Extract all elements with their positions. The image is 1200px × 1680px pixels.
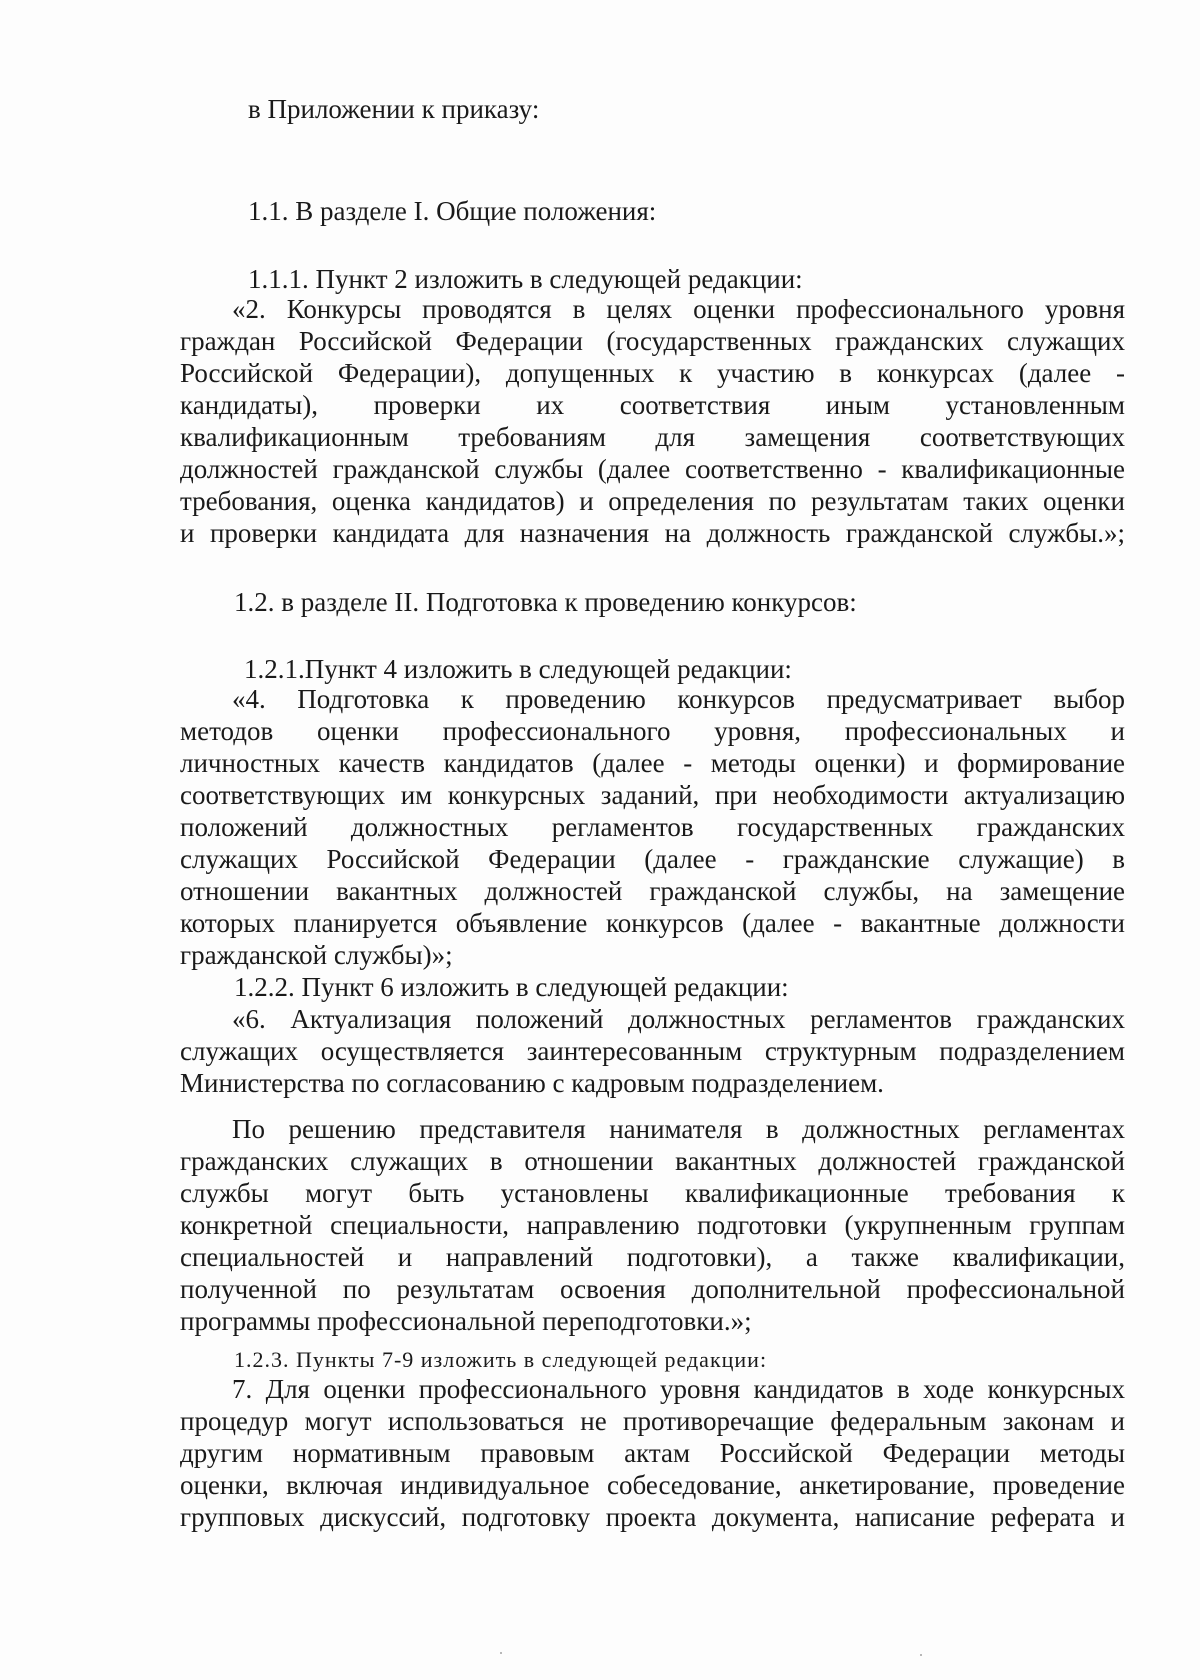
paragraph-4-line: которых планируется объявление конкурсов (далее - вакантные должности (180, 908, 1125, 938)
section-1-2-heading: 1.2. в разделе II. Подготовка к проведению конкурсов: (234, 587, 857, 617)
paragraph-6b-line: По решению представителя нанимателя в должностных регламентах (232, 1114, 1125, 1144)
paragraph-2-line: и проверки кандидата для назначения на должность гражданской службы.»; (180, 518, 1125, 548)
paragraph-4-line: гражданской службы)»; (180, 940, 453, 970)
paragraph-6b-line: специальностей и направлений подготовки), а также квалификации, (180, 1242, 1125, 1272)
section-1-1-heading: 1.1. В разделе I. Общие положения: (248, 196, 657, 226)
paragraph-6-line: служащих осуществляется заинтересованным структурным подразделением (180, 1036, 1125, 1066)
paragraph-6b-line: службы могут быть установлены квалификационные требования к (180, 1178, 1125, 1208)
paragraph-2-line: Российской Федерации), допущенных к участию в конкурсах (далее - (180, 358, 1125, 388)
paragraph-6b-line: гражданских служащих в отношении вакантных должностей гражданской (180, 1146, 1125, 1176)
paragraph-7-line: процедур могут использоваться не противоречащие федеральным законам и (180, 1406, 1125, 1436)
paragraph-4-line: служащих Российской Федерации (далее - гражданские служащие) в (180, 844, 1125, 874)
paragraph-2-line: квалификационным требованиям для замещения соответствующих (180, 422, 1125, 452)
paragraph-2-line: кандидаты), проверки их соответствия иным установленным (180, 390, 1125, 420)
paragraph-7-line: 7. Для оценки профессионального уровня кандидатов в ходе конкурсных (232, 1374, 1125, 1404)
paragraph-4-line: положений должностных регламентов государственных гражданских (180, 812, 1125, 842)
paragraph-4-line: отношении вакантных должностей гражданской службы, на замещение (180, 876, 1125, 906)
paragraph-7-line: групповых дискуссий, подготовку проекта документа, написание реферата и (180, 1502, 1125, 1532)
paragraph-7-line: оценки, включая индивидуальное собеседование, анкетирование, проведение (180, 1470, 1125, 1500)
paragraph-6b-line: конкретной специальности, направлению подготовки (укрупненным группам (180, 1210, 1125, 1240)
item-1-2-1-heading: 1.2.1.Пункт 4 изложить в следующей редакции: (244, 654, 792, 684)
scan-speck (920, 1654, 922, 1656)
paragraph-4-line: личностных качеств кандидатов (далее - методы оценки) и формирование (180, 748, 1125, 778)
paragraph-4-line: методов оценки профессионального уровня, профессиональных и (180, 716, 1125, 746)
item-1-1-1-heading: 1.1.1. Пункт 2 изложить в следующей редакции: (248, 264, 803, 294)
paragraph-4-line: «4. Подготовка к проведению конкурсов предусматривает выбор (232, 684, 1125, 714)
item-1-2-2-heading: 1.2.2. Пункт 6 изложить в следующей редакции: (234, 972, 789, 1002)
item-1-2-3-heading: 1.2.3. Пункты 7-9 изложить в следующей редакции: (234, 1347, 768, 1372)
paragraph-6-line: «6. Актуализация положений должностных регламентов гражданских (232, 1004, 1125, 1034)
paragraph-6b-line: полученной по результатам освоения дополнительной профессиональной (180, 1274, 1125, 1304)
paragraph-6-line: Министерства по согласованию с кадровым подразделением. (180, 1068, 884, 1098)
paragraph-2-line: требования, оценка кандидатов) и определения по результатам таких оценки (180, 486, 1125, 516)
appendix-heading: в Приложении к приказу: (248, 94, 540, 124)
paragraph-2-line: должностей гражданской службы (далее соответственно - квалификационные (180, 454, 1125, 484)
paragraph-7-line: другим нормативным правовым актам Российской Федерации методы (180, 1438, 1125, 1468)
paragraph-4-line: соответствующих им конкурсных заданий, при необходимости актуализацию (180, 780, 1125, 810)
scan-speck (500, 1652, 502, 1654)
paragraph-6b-line: программы профессиональной переподготовки.»; (180, 1306, 752, 1336)
paragraph-2-line: граждан Российской Федерации (государственных гражданских служащих (180, 326, 1125, 356)
paragraph-2-line: «2. Конкурсы проводятся в целях оценки профессионального уровня (232, 294, 1125, 324)
